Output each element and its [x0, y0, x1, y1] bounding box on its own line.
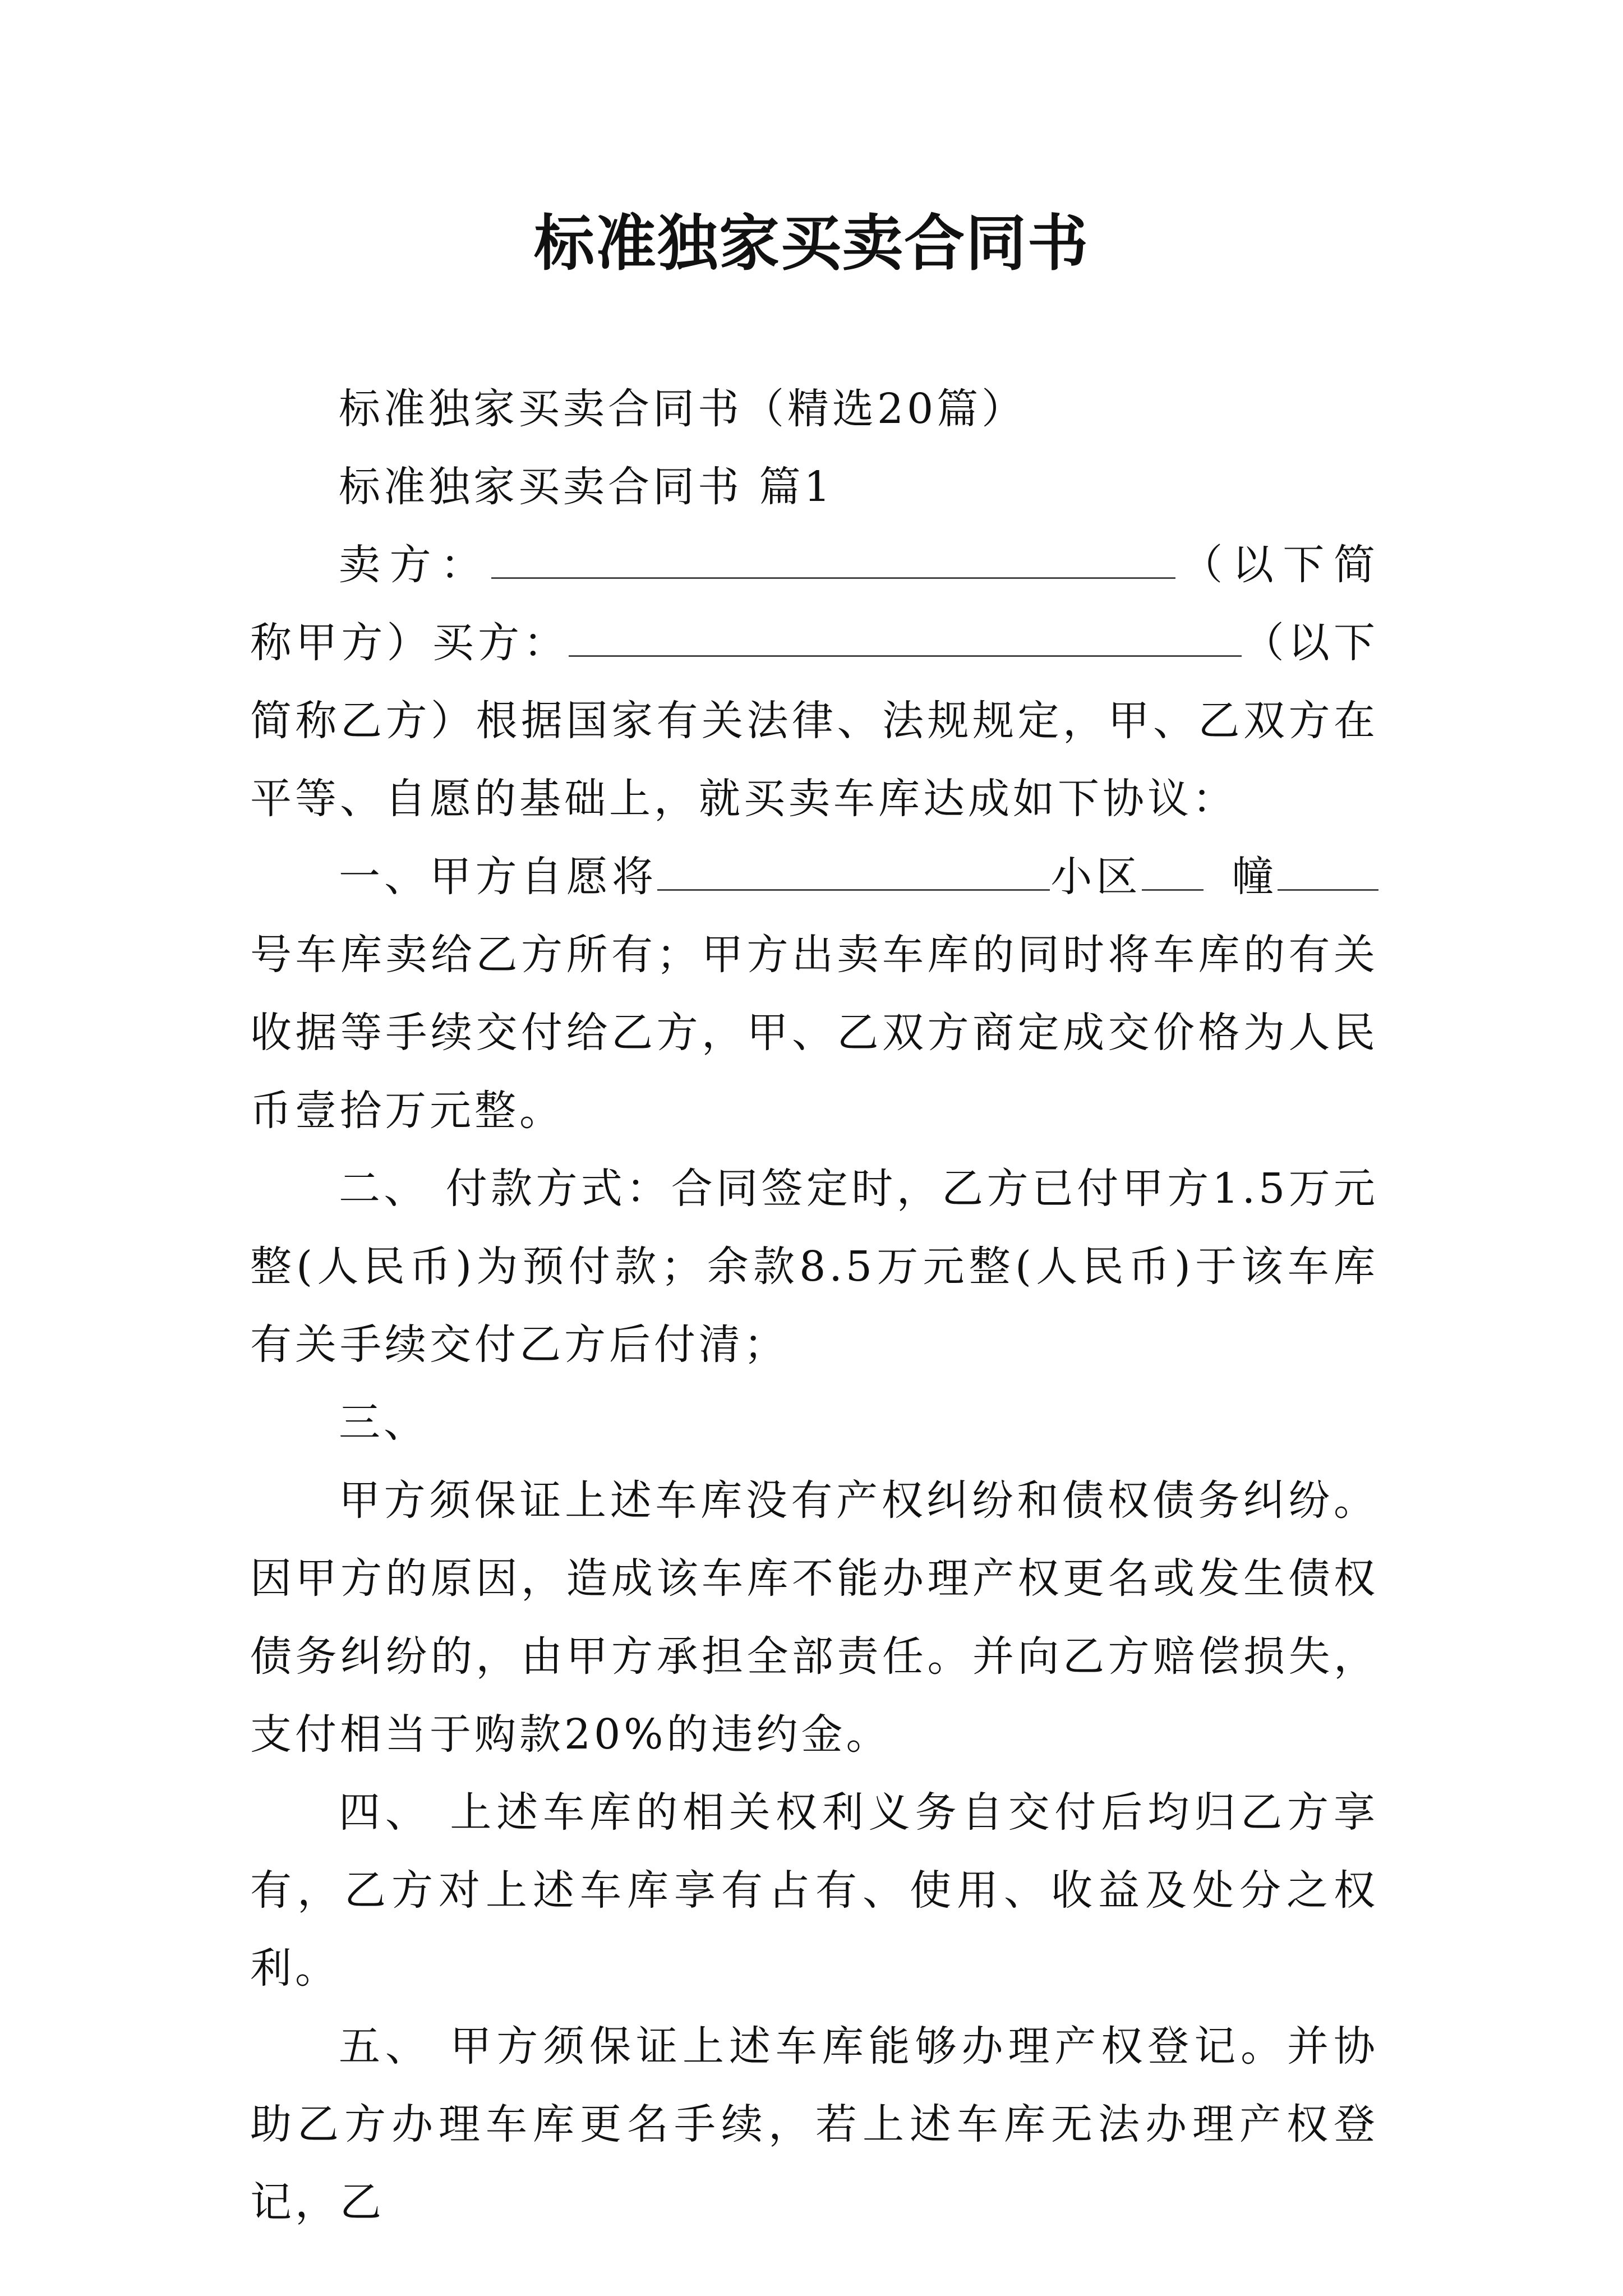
clause-1: [250, 838, 1378, 1150]
seller-label: 卖方：: [339, 541, 491, 589]
garage-number-blank: [1278, 855, 1378, 891]
buyer-prefix: 甲方）买方：: [296, 619, 569, 667]
document-title: 标准独家买卖合同书: [533, 209, 1089, 279]
clause-1-building: 幢: [1231, 853, 1278, 901]
parties-intro-rest: 称乙方）根据国家有关法律、法规规定，甲、乙双方在平等、自愿的基础上，就买卖车库达成如下协议：: [250, 697, 1378, 823]
building-number-blank: [1142, 855, 1204, 891]
clause-3-text: 甲方须保证上述车库没有产权纠纷和债权债务纠纷。因甲方的原因，造成该车库不能办理产权更名或发生债权债务纠纷的，由甲方承担全部责任。并向乙方赔偿损失，支付相当于购款20%的违约金。: [250, 1476, 1378, 1759]
clause-2: 二、 付款方式：合同签定时，乙方已付甲方1.5万元整(人民币)为预付款；余款8.5万元整(人民币)于该车库有关手续交付乙方后付清；: [250, 1165, 1378, 1369]
document-subtitle: 标准独家买卖合同书（精选20篇）: [339, 385, 1027, 433]
document-body: [250, 370, 1378, 2242]
clause-4: 四、 上述车库的相关权利义务自交付后均归乙方享有，乙方对上述车库享有占有、使用、收益及处分之权利。: [250, 1788, 1378, 1993]
clause-1-prefix: 一、甲方自愿将: [339, 853, 658, 901]
buyer-name-blank: [569, 622, 1242, 657]
community-name-blank: [657, 855, 1050, 891]
parties-paragraph: [250, 526, 1378, 838]
clause-1-rest: 号车库卖给乙方所有；甲方出卖车库的同时将车库的有关收据等手续交付给乙方，甲、乙双方商定成交价格为人民币壹拾万元整。: [250, 931, 1378, 1135]
section-heading: 标准独家买卖合同书 篇1: [339, 463, 834, 511]
clause-5: 五、 甲方须保证上述车库能够办理产权登记。并协助乙方办理车库更名手续，若上述车库无法办理产权登记，乙: [250, 2022, 1378, 2226]
seller-suffix: （以下简称: [250, 541, 1379, 667]
clause-3-label: 三、: [339, 1398, 428, 1447]
buyer-suffix: （以下简: [250, 619, 1379, 745]
clause-1-community: 小区: [1050, 853, 1142, 901]
seller-name-blank: [491, 544, 1175, 579]
